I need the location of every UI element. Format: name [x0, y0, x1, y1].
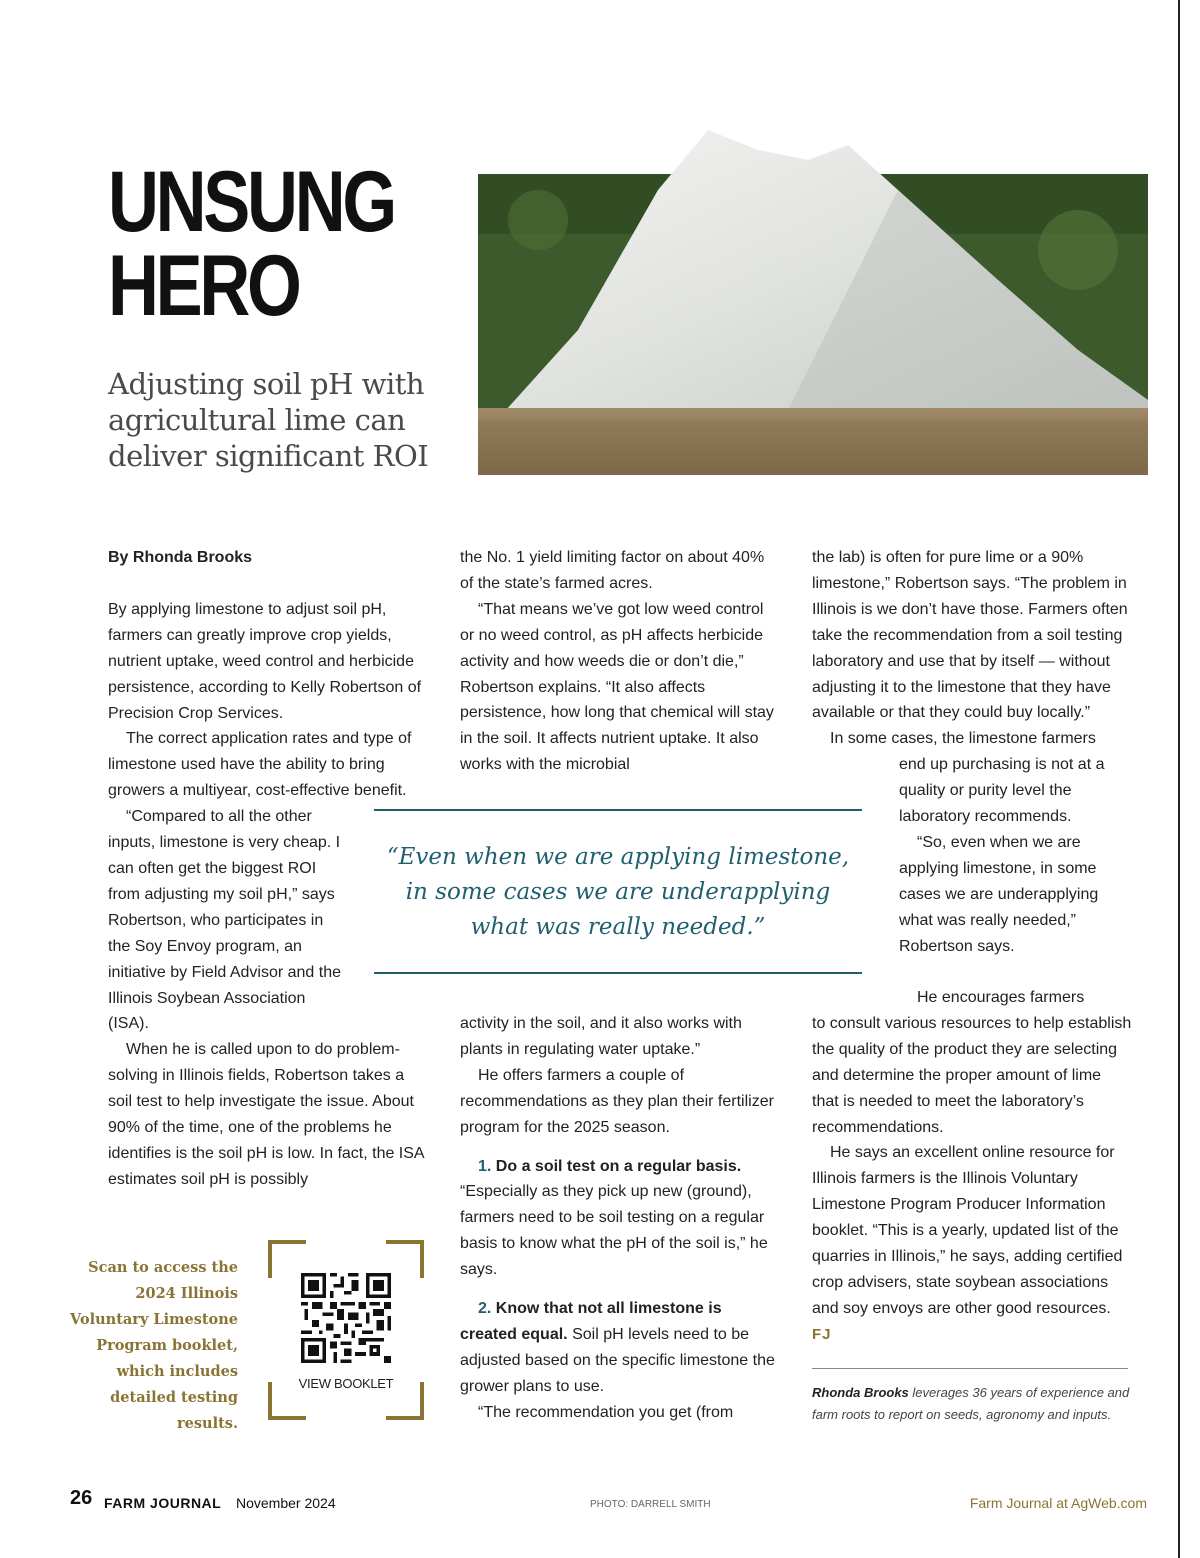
website-link[interactable]: Farm Journal at AgWeb.com: [969, 1495, 1147, 1511]
paragraph: the lab) is often for pure lime or a 90% limestone,” Robertson says. “The problem in Illinois is we don’t have those. Farmers often take the recommendation from a soil testing laboratory and use that by itself — without adjusting it to the limestone that they have available or that they could buy locally.”: [812, 549, 1128, 722]
list-number: 2.: [478, 1300, 492, 1318]
paragraph: By applying limestone to adjust soil pH, farmers can greatly improve crop yields, nutrient uptake, weed control and herbicide persistence, according to Kelly Robertson of Precision Crop Services.: [108, 600, 422, 722]
paragraph: [812, 1140, 1132, 1347]
paragraph: In some cases, the limestone farmers: [830, 730, 1096, 748]
list-item-text: Soil pH levels need to be adjusted based on the specific limestone the grower plans to use.: [460, 1325, 775, 1395]
qr-caption: Scan to access the 2024 Illinois Voluntary Limestone Program booklet, which includes detailed testing results.: [70, 1259, 238, 1432]
paragraph: When he is called upon to do problem-solving in Illinois fields, Robertson takes a soil test to help investigate the issue. About 90% of the time, one of the problems he identifies is the soil pH is low. In fact, the ISA estimates soil pH is possibly: [108, 1041, 424, 1188]
subhead: Adjusting soil pH with agricultural lime can deliver significant ROI: [108, 367, 429, 473]
crop-residue-texture: [478, 420, 1148, 475]
paragraph: to consult various resources to help establish the quality of the product they are selecting and determine the proper amount of lime that is needed to meet the laboratory’s recommendations.: [812, 1014, 1132, 1136]
column-3-bottom: [812, 985, 1132, 1348]
paragraph: He offers farmers a couple of recommendations as they plan their fertilizer program for the 2025 season.: [460, 1066, 774, 1136]
view-booklet-label: VIEW BOOKLET: [298, 1376, 394, 1391]
paragraph: “That means we’ve got low weed control or no weed control, as pH affects herbicide activity and how weeds die or don’t die,” Robertson explains. “It also affects persistence, how long that chemical will stay in the soil. It affects nutrient uptake. It also works with the microbial: [460, 600, 774, 774]
author-name: Rhonda Brooks: [812, 1385, 909, 1400]
page-edge-rule: [1178, 0, 1180, 1558]
photo-credit: PHOTO: DARRELL SMITH: [590, 1499, 711, 1510]
paragraph: The correct application rates and type of limestone used have the ability to bring growers a multiyear, cost-effective benefit.: [108, 730, 412, 800]
lime-pile-photo: [478, 130, 1148, 475]
paragraph: “So, even when we are applying limestone, in some cases we are underapplying what was really needed,” Robertson says.: [899, 833, 1099, 955]
qr-code-icon[interactable]: [301, 1273, 391, 1363]
headline: [108, 154, 394, 334]
paragraph: “The recommendation you get (from: [478, 1403, 734, 1421]
column-3-top: [812, 545, 1132, 960]
pullquote-rule-bottom: [374, 972, 862, 974]
pullquote-rule-top: [374, 809, 862, 811]
paragraph: end up purchasing is not at a quality or purity level the laboratory recommends.: [899, 756, 1105, 826]
headline-line-2: HERO: [108, 238, 299, 334]
byline: By Rhonda Brooks: [108, 549, 253, 566]
bio-rule: [812, 1368, 1128, 1369]
issue-date: November 2024: [236, 1495, 336, 1511]
author-bio: [812, 1382, 1132, 1426]
paragraph: “Compared to all the other inputs, limestone is very cheap. I can often get the biggest ROI from adjusting my soil pH,” says Robertson, who participates in the Soy Envoy program, an initiative by Field Advisor and the Illinois Soybean Association (ISA).: [108, 808, 342, 1033]
paragraph: “Especially as they pick up new (ground), farmers need to be soil testing on a regular basis to know what the pH of the soil is,” he says.: [460, 1183, 768, 1279]
paragraph-text: He says an excellent online resource for Illinois farmers is the Illinois Voluntary Limestone Program Producer Information booklet. “This is a yearly, updated list of the quarries in Illinois,” he says, adding certified crop advisers, state soybean associations and soy envoys are other good resources.: [812, 1144, 1123, 1317]
end-mark: FJ: [812, 1325, 832, 1343]
list-item-1: [460, 1154, 778, 1180]
paragraph: activity in the soil, and it also works with plants in regulating water uptake.”: [460, 1015, 742, 1058]
tree-highlight: [508, 190, 568, 250]
author-bio-text: leverages 36 years of experience and farm roots to report on seeds, agronomy and inputs.: [812, 1385, 1130, 1422]
column-2-top: [460, 545, 778, 778]
frame-corner: [386, 1240, 424, 1278]
qr-frame[interactable]: [268, 1240, 424, 1420]
column-2-bottom: [460, 1011, 778, 1426]
paragraph: He encourages farmers: [917, 989, 1085, 1006]
paragraph: the No. 1 yield limiting factor on about 40% of the state’s farmed acres.: [460, 549, 765, 592]
pullquote: “Even when we are applying limestone, in some cases we are underapplying what was really needed.”: [386, 844, 850, 940]
list-item-title: Do a soil test on a regular basis.: [495, 1157, 742, 1175]
list-item-title: Know that not all limestone is created equal.: [460, 1300, 722, 1343]
list-number: 1.: [478, 1157, 492, 1175]
magazine-name: FARM JOURNAL: [104, 1495, 222, 1511]
list-item-2: [460, 1296, 778, 1400]
tree-highlight: [1038, 210, 1118, 290]
page-number: 26: [70, 1487, 93, 1509]
headline-line-1: UNSUNG: [108, 154, 394, 250]
